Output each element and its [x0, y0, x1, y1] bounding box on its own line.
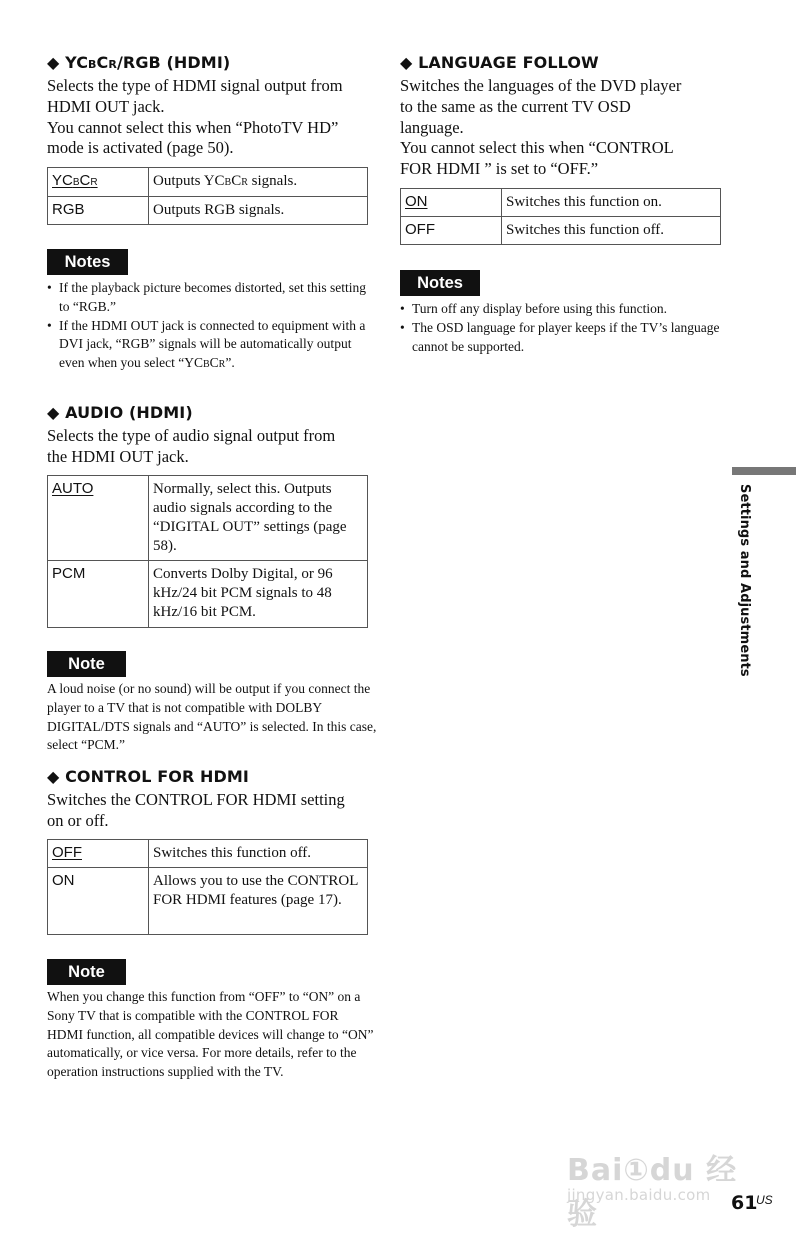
- list-item: • Turn off any display before using this function.: [400, 300, 722, 319]
- section-tab-bar: [732, 467, 796, 475]
- ycbcr-notes-list: [47, 279, 369, 375]
- note-badge: Note: [47, 959, 126, 985]
- table-row: [48, 476, 368, 561]
- ycbcr-rgb-description: Selects the type of HDMI signal output from HDMI OUT jack. You cannot select this when “PhotoTV HD” mode is activated (page 50).: [47, 76, 343, 158]
- table-row: [401, 189, 721, 217]
- table-row: [48, 840, 368, 868]
- option-key-off: OFF: [48, 840, 149, 868]
- audio-note-text: A loud noise (or no sound) will be output if you connect the player to a TV that is not compatible with DOLBY DIGITAL/DTS signals and “AUTO” is selected. In this case, select “PCM.”: [47, 681, 377, 753]
- audio-hdmi-description: Selects the type of audio signal output from the HDMI OUT jack.: [47, 426, 336, 466]
- table-row: [48, 168, 368, 197]
- page-number: 61: [731, 1192, 758, 1214]
- watermark: [563, 1125, 753, 1232]
- list-item: • If the playback picture becomes distorted, set this setting to “RGB.”: [47, 279, 369, 317]
- language-notes-list: [400, 300, 722, 356]
- option-key-auto: AUTO: [48, 476, 149, 561]
- option-value: Normally, select this. Outputs audio signals according to the “DIGITAL OUT” settings (page 58).: [149, 476, 368, 561]
- option-key: OFF: [401, 217, 502, 245]
- table-row: [401, 217, 721, 245]
- option-value: Switches this function on.: [502, 189, 721, 217]
- table-row: [48, 197, 368, 225]
- list-item: • If the HDMI OUT jack is connected to equipment with a DVI jack, “RGB” signals will be automatically output even when you select “YCBCR”.: [47, 317, 369, 375]
- option-value: Outputs RGB signals.: [149, 197, 368, 225]
- table-row: [48, 868, 368, 935]
- control-for-hdmi-description: Switches the CONTROL FOR HDMI setting on or off.: [47, 790, 345, 830]
- audio-options-table: [47, 475, 368, 628]
- language-follow-description: Switches the languages of the DVD player to the same as the current TV OSD language. You cannot select this when “CONTROL FOR HDMI ” is set to “OFF.”: [400, 76, 682, 179]
- page-region-suffix: US: [756, 1193, 773, 1207]
- option-value: Converts Dolby Digital, or 96 kHz/24 bit PCM signals to 48 kHz/16 bit PCM.: [149, 561, 368, 628]
- ycbcr-rgb-options-table: [47, 167, 368, 225]
- ycbcr-rgb-heading: ◆ YCBCR/RGB (HDMI): [47, 53, 231, 72]
- control-note-text: When you change this function from “OFF” to “ON” on a Sony TV that is compatible with the CONTROL FOR HDMI function, all compatible devices will change to “ON” automatically, or vice versa. For more details, refer to the operation instructions supplied with the TV.: [47, 989, 374, 1080]
- option-value: Switches this function off.: [149, 840, 368, 868]
- section-side-label: Settings and Adjustments: [737, 484, 752, 677]
- list-item: • The OSD language for player keeps if the TV’s language cannot be supported.: [400, 319, 722, 357]
- control-for-hdmi-heading: ◆ CONTROL FOR HDMI: [47, 767, 249, 786]
- option-value: Switches this function off.: [502, 217, 721, 245]
- language-options-table: [400, 188, 721, 245]
- note-badge: Note: [47, 651, 126, 677]
- notes-badge: Notes: [400, 270, 480, 296]
- option-key: ON: [48, 868, 149, 935]
- language-follow-heading: ◆ LANGUAGE FOLLOW: [400, 53, 599, 72]
- option-key-on: ON: [401, 189, 502, 217]
- audio-hdmi-heading: ◆ AUDIO (HDMI): [47, 403, 193, 422]
- option-key: RGB: [48, 197, 149, 225]
- option-value: Allows you to use the CONTROL FOR HDMI features (page 17).: [149, 868, 368, 935]
- option-key-ycbcr: YCBCR: [48, 168, 149, 197]
- notes-badge: Notes: [47, 249, 128, 275]
- option-value: Outputs YCBCR signals.: [149, 168, 368, 197]
- option-key: PCM: [48, 561, 149, 628]
- watermark-logo-text: Bai①du 经验: [567, 1153, 738, 1232]
- watermark-url: jingyan.baidu.com: [567, 1186, 711, 1204]
- control-options-table: [47, 839, 368, 935]
- table-row: [48, 561, 368, 628]
